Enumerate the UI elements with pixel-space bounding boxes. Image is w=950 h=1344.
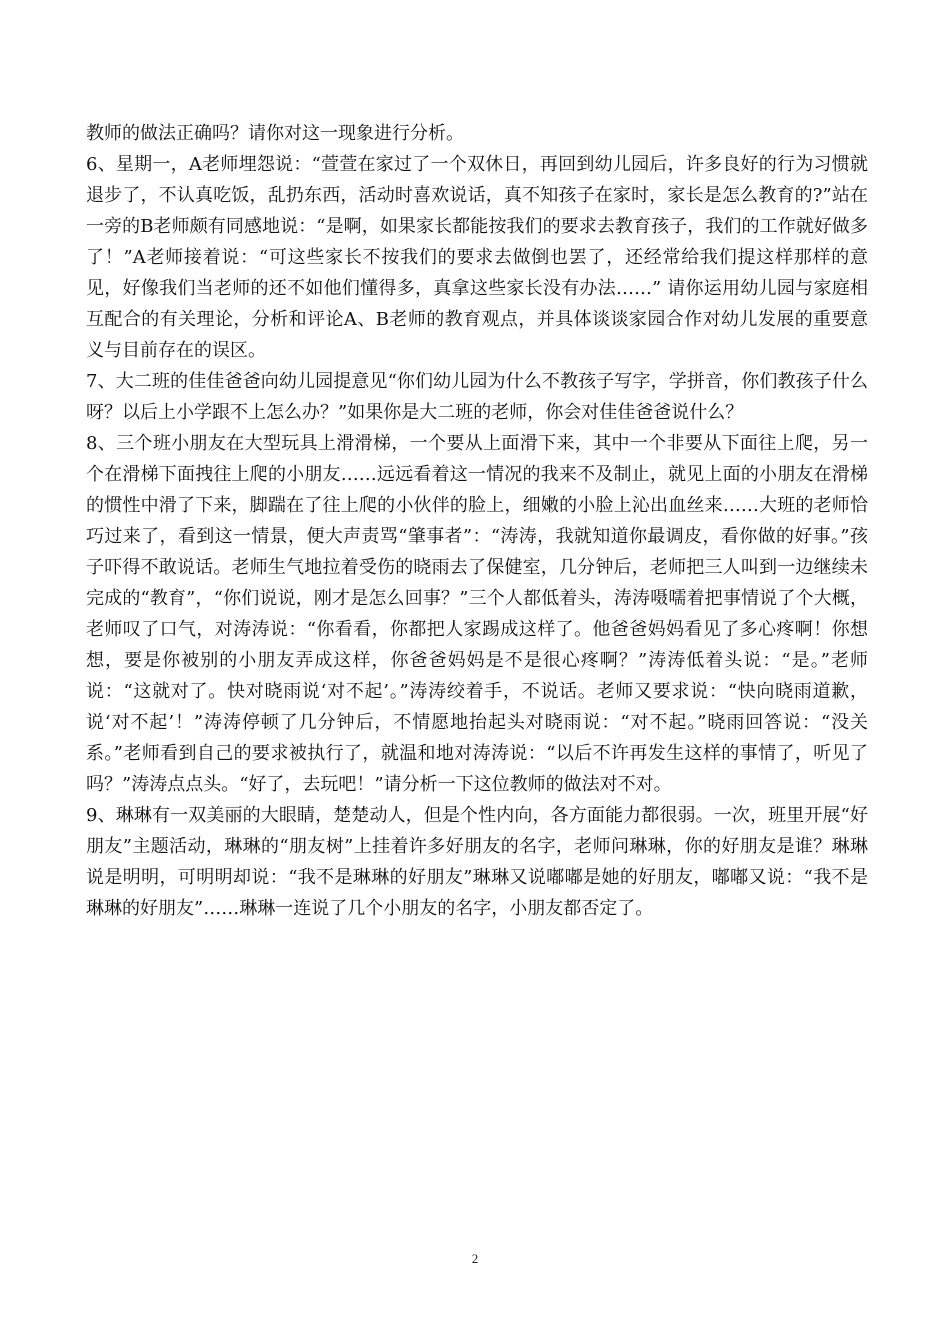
- document-body: [86, 118, 868, 924]
- paragraph-question-6: 6、星期一，A老师埋怨说：“萱萱在家过了一个双休日，再回到幼儿园后，许多良好的行为习惯就退步了，不认真吃饭，乱扔东西，活动时喜欢说话，真不知孩子在家时，家长是怎么教育的?”站在一旁的B老师颇有同感地说：“是啊，如果家长都能按我们的要求去教育孩子，我们的工作就好做多了！”A老师接着说：“可这些家长不按我们的要求去做倒也罢了，还经常给我们提这样那样的意见，好像我们当老师的还不如他们懂得多，真拿这些家长没有办法……” 请你运用幼儿园与家庭相互配合的有关理论，分析和评论A、B老师的教育观点，并具体谈谈家园合作对幼儿发展的重要意义与目前存在的误区。: [86, 154, 868, 361]
- paragraph-question-7: 7、大二班的佳佳爸爸向幼儿园提意见“你们幼儿园为什么不教孩子写字，学拼音，你们教孩子什么呀？以后上小学跟不上怎么办？”如果你是大二班的老师，你会对佳佳爸爸说什么？: [86, 371, 868, 423]
- page-number: 2: [471, 1251, 479, 1266]
- paragraph-intro: 教师的做法正确吗？请你对这一现象进行分析。: [86, 123, 464, 144]
- paragraph-question-8: 8、三个班小朋友在大型玩具上滑滑梯，一个要从上面滑下来，其中一个非要从下面往上爬，另一个在滑梯下面拽往上爬的小朋友……远远看着这一情况的我来不及制止，就见上面的小朋友在滑梯的惯性中滑了下来，脚踹在了往上爬的小伙伴的脸上，细嫩的小脸上沁出血丝来……大班的老师恰巧过来了，看到这一情景，便大声责骂“肇事者”：“涛涛，我就知道你最调皮，看你做的好事。”孩子吓得不敢说话。老师生气地拉着受伤的晓雨去了保健室，几分钟后，老师把三人叫到一边继续未完成的“教育”，“你们说说，刚才是怎么回事？”三个人都低着头，涛涛嗫嚅着把事情说了个大概，老师叹了口气，对涛涛说：“你看看，你都把人家踢成这样了。他爸爸妈妈看见了多心疼啊！你想想，要是你被别的小朋友弄成这样，你爸爸妈妈是不是很心疼啊？”涛涛低着头说：“是。”老师说：“这就对了。快对晓雨说‘对不起’。”涛涛绞着手，不说话。老师又要求说：“快向晓雨道歉，说‘对不起’！”涛涛停顿了几分钟后，不情愿地抬起头对晓雨说：“对不起。”晓雨回答说：“没关系。”老师看到自己的要求被执行了，就温和地对涛涛说：“以后不许再发生这样的事情了，听见了吗？”涛涛点点头。“好了，去玩吧！”请分析一下这位教师的做法对不对。: [86, 433, 868, 795]
- paragraph-question-9: 9、琳琳有一双美丽的大眼睛，楚楚动人，但是个性内向，各方面能力都很弱。一次，班里开展“好朋友”主题活动，琳琳的“朋友树”上挂着许多好朋友的名字，老师问琳琳，你的好朋友是谁？琳琳说是明明，可明明却说：“我不是琳琳的好朋友”琳琳又说嘟嘟是她的好朋友，嘟嘟又说：“我不是琳琳的好朋友”……琳琳一连说了几个小朋友的名字，小朋友都否定了。: [86, 805, 868, 919]
